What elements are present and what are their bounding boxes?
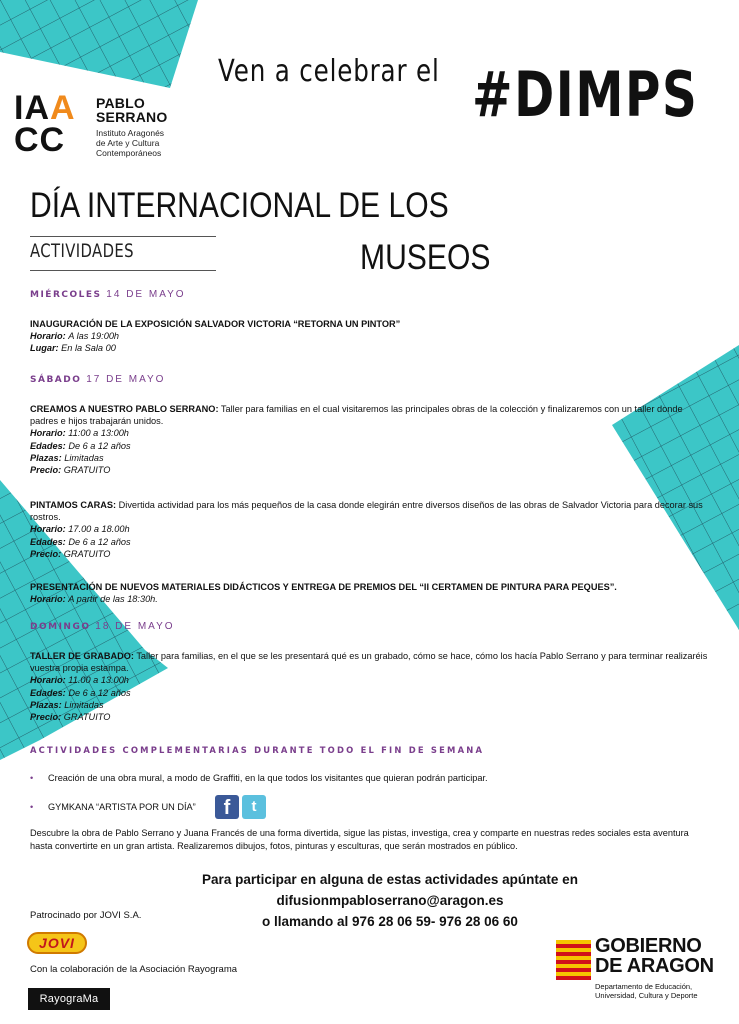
value: GRATUITO [63,465,111,476]
label: Horario: [30,524,66,535]
iaacc-logo [14,89,82,159]
value: De 6 a 12 años [68,440,131,451]
event-desc: Divertida actividad para los más pequeños de la casa donde elegirán entre diversos diseños de las obras de Salvador Victoria para decorar sus rostros. [30,500,703,523]
day-name: SÁBADO [30,375,82,385]
event-title: TALLER DE GRABADO: [30,651,134,661]
jovi-logo: JOVI [27,932,87,954]
hashtag: #DIMPS [472,58,699,131]
complementary-heading: ACTIVIDADES COMPLEMENTARIAS DURANTE TODO EL FIN DE SEMANA [30,745,485,755]
cta-phone: o llamando al 976 28 06 59- 976 28 06 60 [262,914,518,929]
event-inauguracion [30,318,710,355]
day-name: MIÉRCOLES [30,290,102,300]
value: En la Sala 00 [61,343,116,354]
description-paragraph: Descubre la obra de Pablo Serrano y Juana Francés de una forma divertida, sigue las pistas, investiga, crea y comparte en nuestras redes sociales esta aventura hasta convertirte en un gran artista. Realizaremos dibujos, fotos, pinturas y esculturas, que serán mostrados en público. [30,828,689,851]
label: Horario: [30,428,66,439]
event-title: PRESENTACIÓN DE NUEVOS MATERIALES DIDÁCTICOS Y ENTREGA DE PREMIOS DEL “II CERTAMEN DE PINTURA PARA PEQUES”. [30,582,617,592]
label: Edades: [30,687,66,698]
label: Edades: [30,440,66,451]
divider-bottom [30,270,216,271]
value: 17.00 a 18.00h [68,524,130,535]
rayograma-logo: RayograMa [28,988,110,1010]
gob-line2: DE ARAGON [595,955,714,977]
logo-row-1: IA [14,89,50,127]
value: De 6 a 12 años [68,536,131,547]
gob-sub2: Universidad, Cultura y Deporte [595,991,698,1000]
gobierno-department [595,982,698,1000]
label: Lugar: [30,343,59,354]
value: GRATUITO [63,548,111,559]
gob-sub1: Departamento de Educación, [595,982,693,991]
twitter-icon[interactable]: t [242,795,266,819]
bullet-icon: • [30,802,34,812]
institution-name [96,96,196,158]
logo-subtitle: Instituto Aragonés de Arte y Cultura Contemporáneos [96,128,165,158]
collaboration-text: Con la colaboración de la Asociación Rayograma [30,964,238,975]
list-item [30,801,196,813]
value: A las 19:00h [68,331,120,342]
cta-line1: Para participar en alguna de estas actividades apúntate en [202,872,578,887]
list-item [30,772,488,784]
value: 11:00 a 13:00h [68,428,129,439]
list-item-text: Creación de una obra mural, a modo de Graffiti, en la que todos los visitantes que quieran podrán participar. [48,773,488,783]
value: De 6 a 12 años [68,687,131,698]
label: Horario: [30,331,66,342]
aragon-flag-icon [556,940,591,980]
value: Limitadas [64,699,104,710]
event-creamos [30,403,710,476]
event-pintamos [30,499,710,560]
day-heading-sunday [30,621,175,633]
event-desc: Taller para familias, en el que se les presentará qué es un grabado, cómo se hace, cómo los hacía Pablo Serrano y para terminar realizaréis vuestra propia estampa. [30,651,708,674]
logo-name-line1: PABLO [96,95,145,111]
label: Precio: [30,712,62,723]
label: Precio: [30,548,62,559]
list-item-text: GYMKANA “ARTISTA POR UN DÍA” [48,802,196,812]
bullet-icon: • [30,773,34,783]
label: Precio: [30,465,62,476]
day-heading-saturday [30,374,165,386]
event-title: CREAMOS A NUESTRO PABLO SERRANO: [30,404,219,414]
logo-name-line2: SERRANO [96,109,168,125]
logo-row-2: CC [14,121,66,159]
sponsor-text: Patrocinado por JOVI S.A. [30,910,142,921]
value: 11.00 a 13.00h [68,675,129,686]
label: Horario: [30,594,66,605]
event-title: PINTAMOS CARAS: [30,500,117,510]
value: GRATUITO [63,712,111,723]
label: Plazas: [30,699,62,710]
day-name: DOMINGO [30,622,91,632]
main-title-line1: DÍA INTERNACIONAL DE LOS [30,186,449,225]
event-presentacion [30,581,710,605]
event-desc: Taller para familias en el cual visitaremos las principales obras de la colección y finalizaremos con un taller donde padres e hijos trabajarán unidos. [30,404,683,427]
facebook-icon[interactable]: f [215,795,239,819]
value: A partir de las 18:30h. [68,594,158,605]
cta-email[interactable]: difusionmpabloserrano@aragon.es [276,893,504,908]
gob-line1: GOBIERNO [595,935,702,957]
label: Horario: [30,675,66,686]
label: Plazas: [30,452,62,463]
day-date: 18 DE MAYO [95,621,175,632]
day-date: 14 DE MAYO [106,289,186,300]
event-title: INAUGURACIÓN DE LA EXPOSICIÓN SALVADOR VICTORIA “RETORNA UN PINTOR” [30,319,401,329]
label: Edades: [30,536,66,547]
tagline: Ven a celebrar el [218,54,440,89]
day-date: 17 DE MAYO [86,374,166,385]
divider-top [30,236,216,237]
value: Limitadas [64,452,104,463]
logo-accent: A [50,89,76,127]
gobierno-name [595,936,714,976]
day-heading-wednesday [30,289,186,301]
event-grabado [30,650,710,723]
activities-label: ACTIVIDADES [30,240,134,262]
top-left-shape [0,0,198,88]
main-title-line2: MUSEOS [360,238,491,277]
